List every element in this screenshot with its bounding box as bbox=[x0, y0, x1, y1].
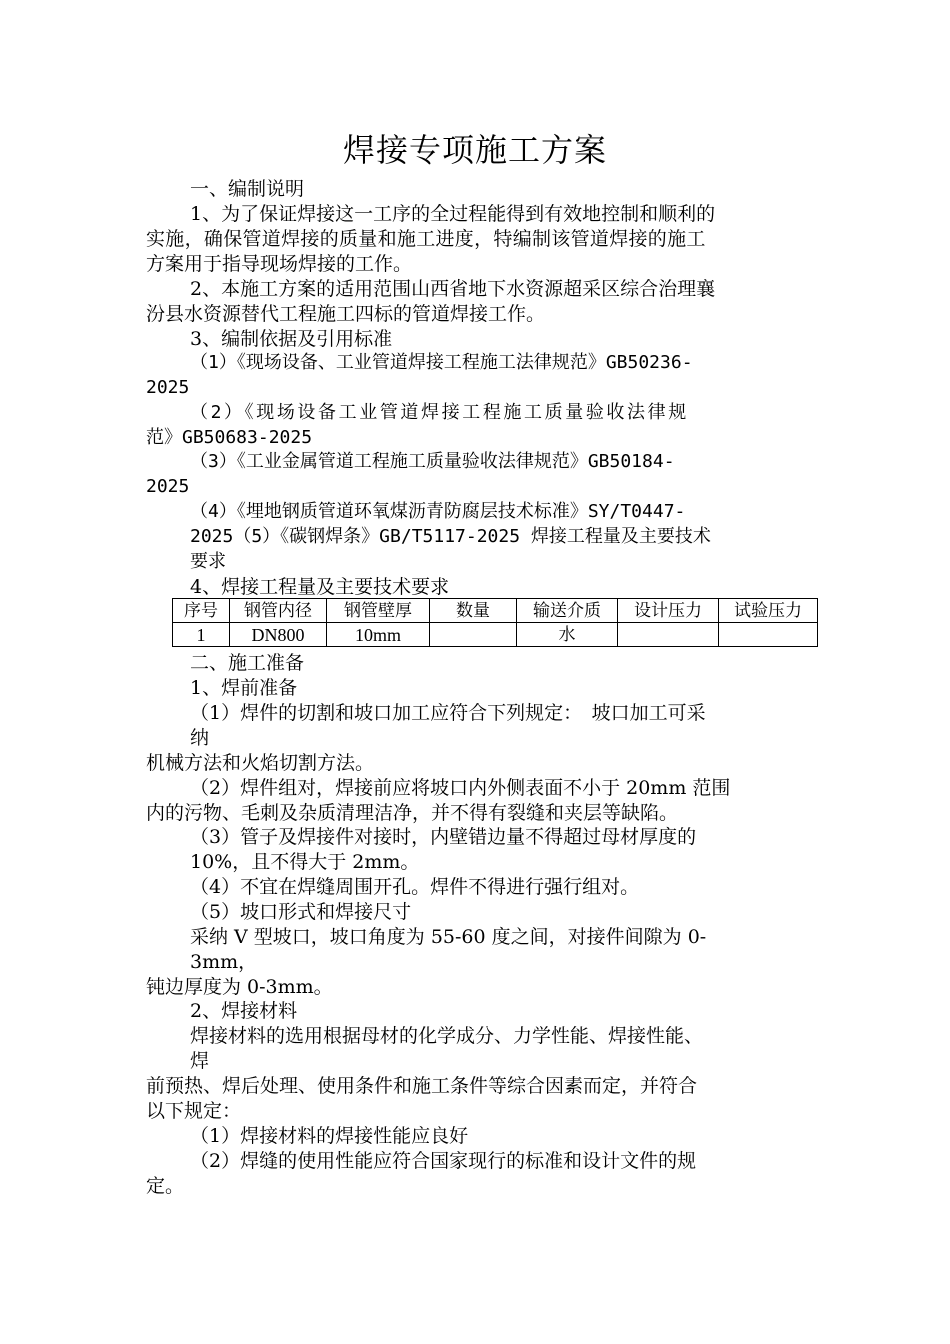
reference-line: （2）《现场设备工业管道焊接工程施工质量验收法律规 bbox=[190, 402, 689, 423]
reference-line: 2025（5）《碳钢焊条》GB/T5117-2025 焊接工程量及主要技术 bbox=[190, 526, 711, 547]
table-header-cell: 数量 bbox=[430, 599, 517, 623]
table-cell: 1 bbox=[173, 623, 230, 647]
table-header-cell: 钢管壁厚 bbox=[327, 599, 430, 623]
paragraph-line: 2、本施工方案的适用范围山西省地下水资源超采区综合治理襄 bbox=[190, 278, 716, 300]
paragraph-line: 前预热、焊后处理、使用条件和施工条件等综合因素而定，并符合 bbox=[146, 1075, 698, 1097]
table-header-cell: 序号 bbox=[173, 599, 230, 623]
table-header-cell: 钢管内径 bbox=[230, 599, 327, 623]
table-cell bbox=[618, 623, 719, 647]
reference-line: （4）《埋地钢质管道环氧煤沥青防腐层技术标准》SY/T0447- bbox=[190, 501, 686, 522]
table-header-row bbox=[173, 599, 818, 623]
paragraph-line: （1）焊接材料的焊接性能应良好 bbox=[190, 1125, 469, 1147]
paragraph-line: 内的污物、毛刺及杂质清理洁净，并不得有裂缝和夹层等缺陷。 bbox=[146, 802, 679, 824]
reference-line: 范》GB50683-2025 bbox=[146, 427, 313, 448]
paragraph-line: （1）焊件的切割和坡口加工应符合下列规定： 坡口加工可采 bbox=[190, 702, 706, 724]
paragraph-line: 方案用于指导现场焊接的工作。 bbox=[146, 253, 413, 275]
table-cell: DN800 bbox=[230, 623, 327, 647]
paragraph-line: 焊接材料的选用根据母材的化学成分、力学性能、焊接性能、 bbox=[190, 1025, 704, 1047]
paragraph-line: 2、焊接材料 bbox=[190, 1000, 298, 1022]
paragraph-line: 1、为了保证焊接这一工序的全过程能得到有效地控制和顺利的 bbox=[190, 203, 716, 225]
document-title: 焊接专项施工方案 bbox=[342, 131, 607, 169]
table-cell bbox=[430, 623, 517, 647]
paragraph-line: （2）焊缝的使用性能应符合国家现行的标准和设计文件的规 bbox=[190, 1150, 697, 1172]
paragraph-line: 3、编制依据及引用标准 bbox=[190, 328, 393, 350]
reference-line: 2025 bbox=[146, 377, 190, 398]
paragraph-line: 以下规定： bbox=[146, 1100, 242, 1122]
paragraph-line: 机械方法和火焰切割方法。 bbox=[146, 752, 375, 774]
spec-table bbox=[172, 598, 818, 647]
reference-line: 要求 bbox=[190, 551, 226, 572]
table-header-cell: 试验压力 bbox=[719, 599, 818, 623]
paragraph-line: 焊 bbox=[190, 1050, 210, 1072]
paragraph-line: （5）坡口形式和焊接尺寸 bbox=[190, 901, 412, 923]
paragraph-line: （4）不宜在焊缝周围开孔。焊件不得进行强行组对。 bbox=[190, 876, 640, 898]
paragraph-line: （3）管子及焊接件对接时，内壁错边量不得超过母材厚度的 bbox=[190, 826, 697, 848]
paragraph-line: 1、焊前准备 bbox=[190, 677, 298, 699]
paragraph-line: 采纳 V 型坡口，坡口角度为 55-60 度之间，对接件间隙为 0- bbox=[190, 926, 707, 948]
paragraph-line: 10%，且不得大于 2mm。 bbox=[190, 851, 420, 873]
paragraph-line: （2）焊件组对，焊接前应将坡口内外侧表面不小于 20mm 范围 bbox=[190, 777, 731, 799]
paragraph-line: 4、焊接工程量及主要技术要求 bbox=[190, 576, 450, 598]
section-heading: 二、施工准备 bbox=[190, 652, 305, 674]
paragraph-line: 钝边厚度为 0-3mm。 bbox=[146, 976, 333, 998]
table-header-cell: 输送介质 bbox=[517, 599, 618, 623]
paragraph-line: 定。 bbox=[146, 1175, 185, 1197]
table-header-cell: 设计压力 bbox=[618, 599, 719, 623]
table-cell: 10mm bbox=[327, 623, 430, 647]
table-row bbox=[173, 623, 818, 647]
reference-line: （1）《现场设备、工业管道焊接工程施工法律规范》GB50236- bbox=[190, 352, 693, 373]
reference-line: 2025 bbox=[146, 476, 190, 497]
reference-line: （3）《工业金属管道工程施工质量验收法律规范》GB50184- bbox=[190, 451, 675, 472]
table-cell: 水 bbox=[517, 623, 618, 647]
paragraph-line: 3mm， bbox=[190, 951, 258, 973]
paragraph-line: 纳 bbox=[190, 727, 210, 749]
paragraph-line: 汾县水资源替代工程施工四标的管道焊接工作。 bbox=[146, 303, 546, 325]
table-cell bbox=[719, 623, 818, 647]
paragraph-line: 实施，确保管道焊接的质量和施工进度，特编制该管道焊接的施工 bbox=[146, 228, 706, 250]
section-heading: 一、编制说明 bbox=[190, 178, 305, 200]
